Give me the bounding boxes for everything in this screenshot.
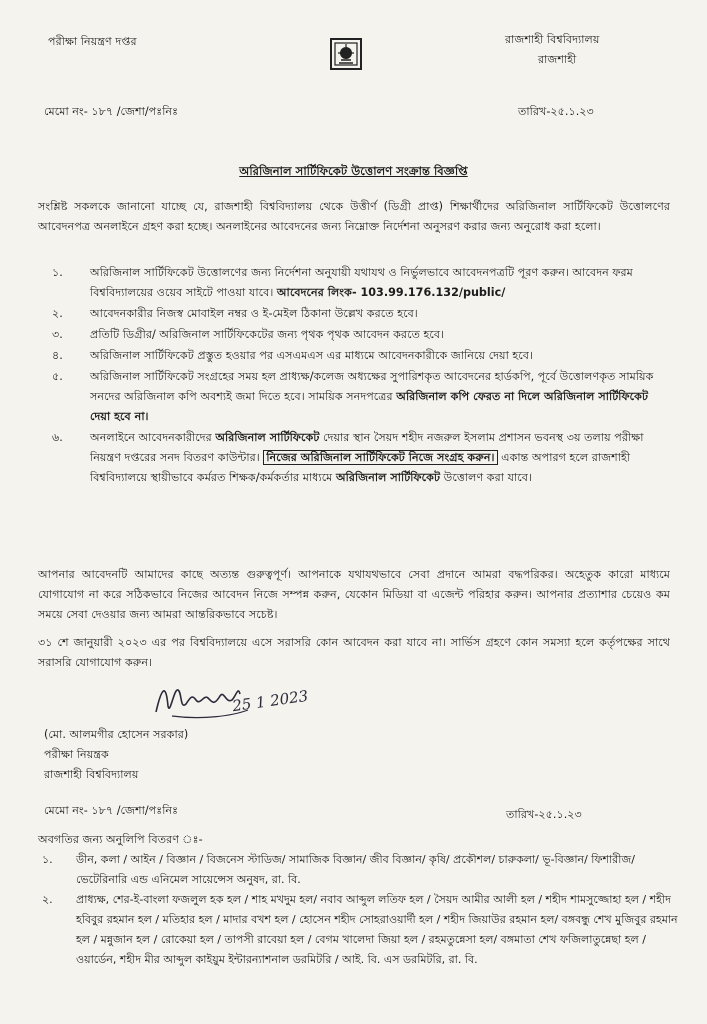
- list-item: ২. প্রাধ্যক্ষ, শের-ই-বাংলা ফজলুল হক হল / শাহ মখদুম হল/ নবাব আব্দুল লতিফ হল / সৈয়দ আমীর আলী হল / শহীদ শামসুজ্জোহা হল / শহীদ হবিবুর রহমান হল / মতিহার হল / মাদার বখশ হল / হোসেন শহীদ সোহরাওয়ার্দী হল / শহীদ জিয়াউর রহমান হল/ বঙ্গবন্ধু শেখ মুজিবুর রহমান হল / মন্নুজান হল / রোকেয়া হল / তাপসী রাবেয়া হল / বেগম খালেদা জিয়া হল / রহমতুন্নেসা হল/ বঙ্গমাতা শেখ ফজিলাতুন্নেছা হল / ওয়ার্ডেন, শহীদ মীর আব্দুল কাইয়ুম ইন্টারন্যাশনাল ডরমিটরি / আই. বি. এস ডরমিটরি, রা. বি.: [42, 893, 678, 966]
- cc-heading: অবগতির জন্য অনুলিপি বিতরণ ঃ-: [38, 833, 203, 846]
- intro-paragraph: সংশ্লিষ্ট সকলকে জানানো যাচ্ছে যে, রাজশাহী বিশ্ববিদ্যালয় থেকে উত্তীর্ণ (ডিগ্রী প্রাপ্ত) শিক্ষার্থীদের অরিজিনাল সার্টিফিকেট উত্তোলণের আবেদনপত্র অনলাইনে গ্রহণ করা হচ্ছে। অনলাইনের আবেদনের জন্য নিম্নোক্ত নির্দেশনা অনুসরণ করার জন্য অনুরোধ করা হলো।: [38, 200, 670, 233]
- office-name: পরীক্ষা নিয়ন্ত্রণ দপ্তর: [48, 35, 137, 48]
- list-item: ২. আবেদনকারীর নিজস্ব মোবাইল নম্বর ও ই-মেইল ঠিকানা উল্লেখ করতে হবে।: [52, 307, 418, 320]
- memo-date-copy: তারিখ-২৫.১.২৩: [506, 808, 582, 821]
- memo-number: মেমো নং- ১৮৭ /জেশা/পঃনিঃ: [44, 105, 179, 118]
- application-link[interactable]: আবেদনের লিংক- 103.99.176.132/public/: [276, 286, 506, 299]
- deadline-paragraph: ৩১ শে জানুয়ারী ২০২৩ এর পর বিশ্ববিদ্যালয়ে এসে সরাসরি কোন আবেদন করা যাবে না। সার্ভিস গ্রহণে কোন সমস্যা হলে কর্তৃপক্ষের সাথে সরাসরি যোগাযোগ করুন।: [38, 636, 670, 669]
- closing-paragraph: আপনার আবেদনটি আমাদের কাছে অত্যন্ত গুরুত্বপূর্ণ। আপনাকে যথাযথভাবে সেবা প্রদানে আমরা বদ্ধপরিকর। অহেতুক কারো মাধ্যমে যোগাযোগ না করে সঠিকভাবে নিজের আবেদন নিজে সম্পন্ন করুন, যেকোন মিডিয়া বা এজেন্ট পরিহার করুন। আপনার প্রত্যাশার চেয়েও কম সময়ে সেবা দেওয়ার জন্য আমরা আন্তরিকভাবে সচেষ্ট।: [38, 568, 670, 621]
- university-name: রাজশাহী বিশ্ববিদ্যালয়: [505, 33, 600, 46]
- signatory-name: (মো. আলমগীর হোসেন সরকার): [44, 728, 189, 741]
- warning-text: অরিজিনাল কপি ফেরত না দিলে অরিজিনাল সার্টিফিকেট দেয়া হবে না।: [90, 390, 649, 423]
- page-title: অরিজিনাল সার্টিফিকেট উত্তোলণ সংক্রান্ত বিজ্ঞপ্তি: [239, 164, 468, 178]
- memo-number-copy: মেমো নং- ১৮৭ /জেশা/পঃনিঃ: [44, 804, 179, 817]
- list-item: ৪. অরিজিনাল সার্টিফিকেট প্রস্তুত হওয়ার পর এসএমএস এর মাধ্যমে আবেদনকারীকে জানিয়ে দেয়া হবে।: [52, 349, 534, 362]
- list-item: ৬. অনলাইনে আবেদনকারীদের অরিজিনাল সার্টিফিকেট দেয়ার স্থান সৈয়দ শহীদ নজরুল ইসলাম প্রশাসন ভবনস্থ ৩য় তলায় পরীক্ষা নিয়ন্ত্রণ দপ্তরের সনদ বিতরণ কাউন্টার। নিজের অরিজিনাল সার্টিফিকেট নিজে সংগ্রহ করুন। একান্ত অপারগ হলে রাজশাহী বিশ্ববিদ্যালয়ে স্থায়ীভাবে কর্মরত শিক্ষক/কর্মকর্তার মাধ্যমে অরিজিনাল সার্টিফিকেট উত্তোলণ করা যাবে।: [52, 431, 644, 484]
- instruction-list: [52, 263, 672, 489]
- memo-date: তারিখ-২৫.১.২৩: [518, 105, 594, 118]
- handwritten-date: 25 1 2023: [231, 686, 310, 716]
- boxed-notice: নিজের অরিজিনাল সার্টিফিকেট নিজে সংগ্রহ করুন।: [263, 450, 497, 465]
- list-item: ৩. প্রতিটি ডিগ্রীর/ অরিজিনাল সার্টিফিকেটের জন্য পৃথক পৃথক আবেদন করতে হবে।: [52, 328, 445, 341]
- list-item: ১. ডীন, কলা / আইন / বিজ্ঞান / বিজনেস স্টাডিজ/ সামাজিক বিজ্ঞান/ জীব বিজ্ঞান/ কৃষি/ প্রকৌশল/ চারুকলা/ ভূ-বিজ্ঞান/ ফিশারীজ/ ভেটেরিনারি এন্ড এনিমেল সায়েন্সেস অনুষদ, রা. বি.: [42, 853, 635, 886]
- university-seal-icon: [329, 37, 363, 71]
- list-item: ৫. অরিজিনাল সার্টিফিকেট সংগ্রহের সময় হল প্রাধ্যক্ষ/কলেজ অধ্যক্ষের সুপারিশকৃত আবেদনের হার্ডকপি, পূর্বে উত্তোলণকৃত সাময়িক সনদের অরিজিনাল কপি অবশ্যই জমা দিতে হবে। সাময়িক সনদপত্রের অরিজিনাল কপি ফেরত না দিলে অরিজিনাল সার্টিফিকেট দেয়া হবে না।: [52, 370, 654, 423]
- cc-list: [42, 850, 682, 970]
- signatory-designation: পরীক্ষা নিয়ন্ত্রক: [44, 748, 109, 761]
- city-name: রাজশাহী: [538, 53, 577, 66]
- list-item: ১. অরিজিনাল সার্টিফিকেট উত্তোলণের জন্য নির্দেশনা অনুযায়ী যথাযথ ও নির্ভুলভাবে আবেদনপত্রটি পূরণ করুন। আবেদন ফরম বিশ্ববিদ্যালয়ের ওয়েব সাইটে পাওয়া যাবে। আবেদনের লিংক- 103.99.176.132/public/: [52, 266, 633, 299]
- signatory-org: রাজশাহী বিশ্ববিদ্যালয়: [44, 768, 139, 781]
